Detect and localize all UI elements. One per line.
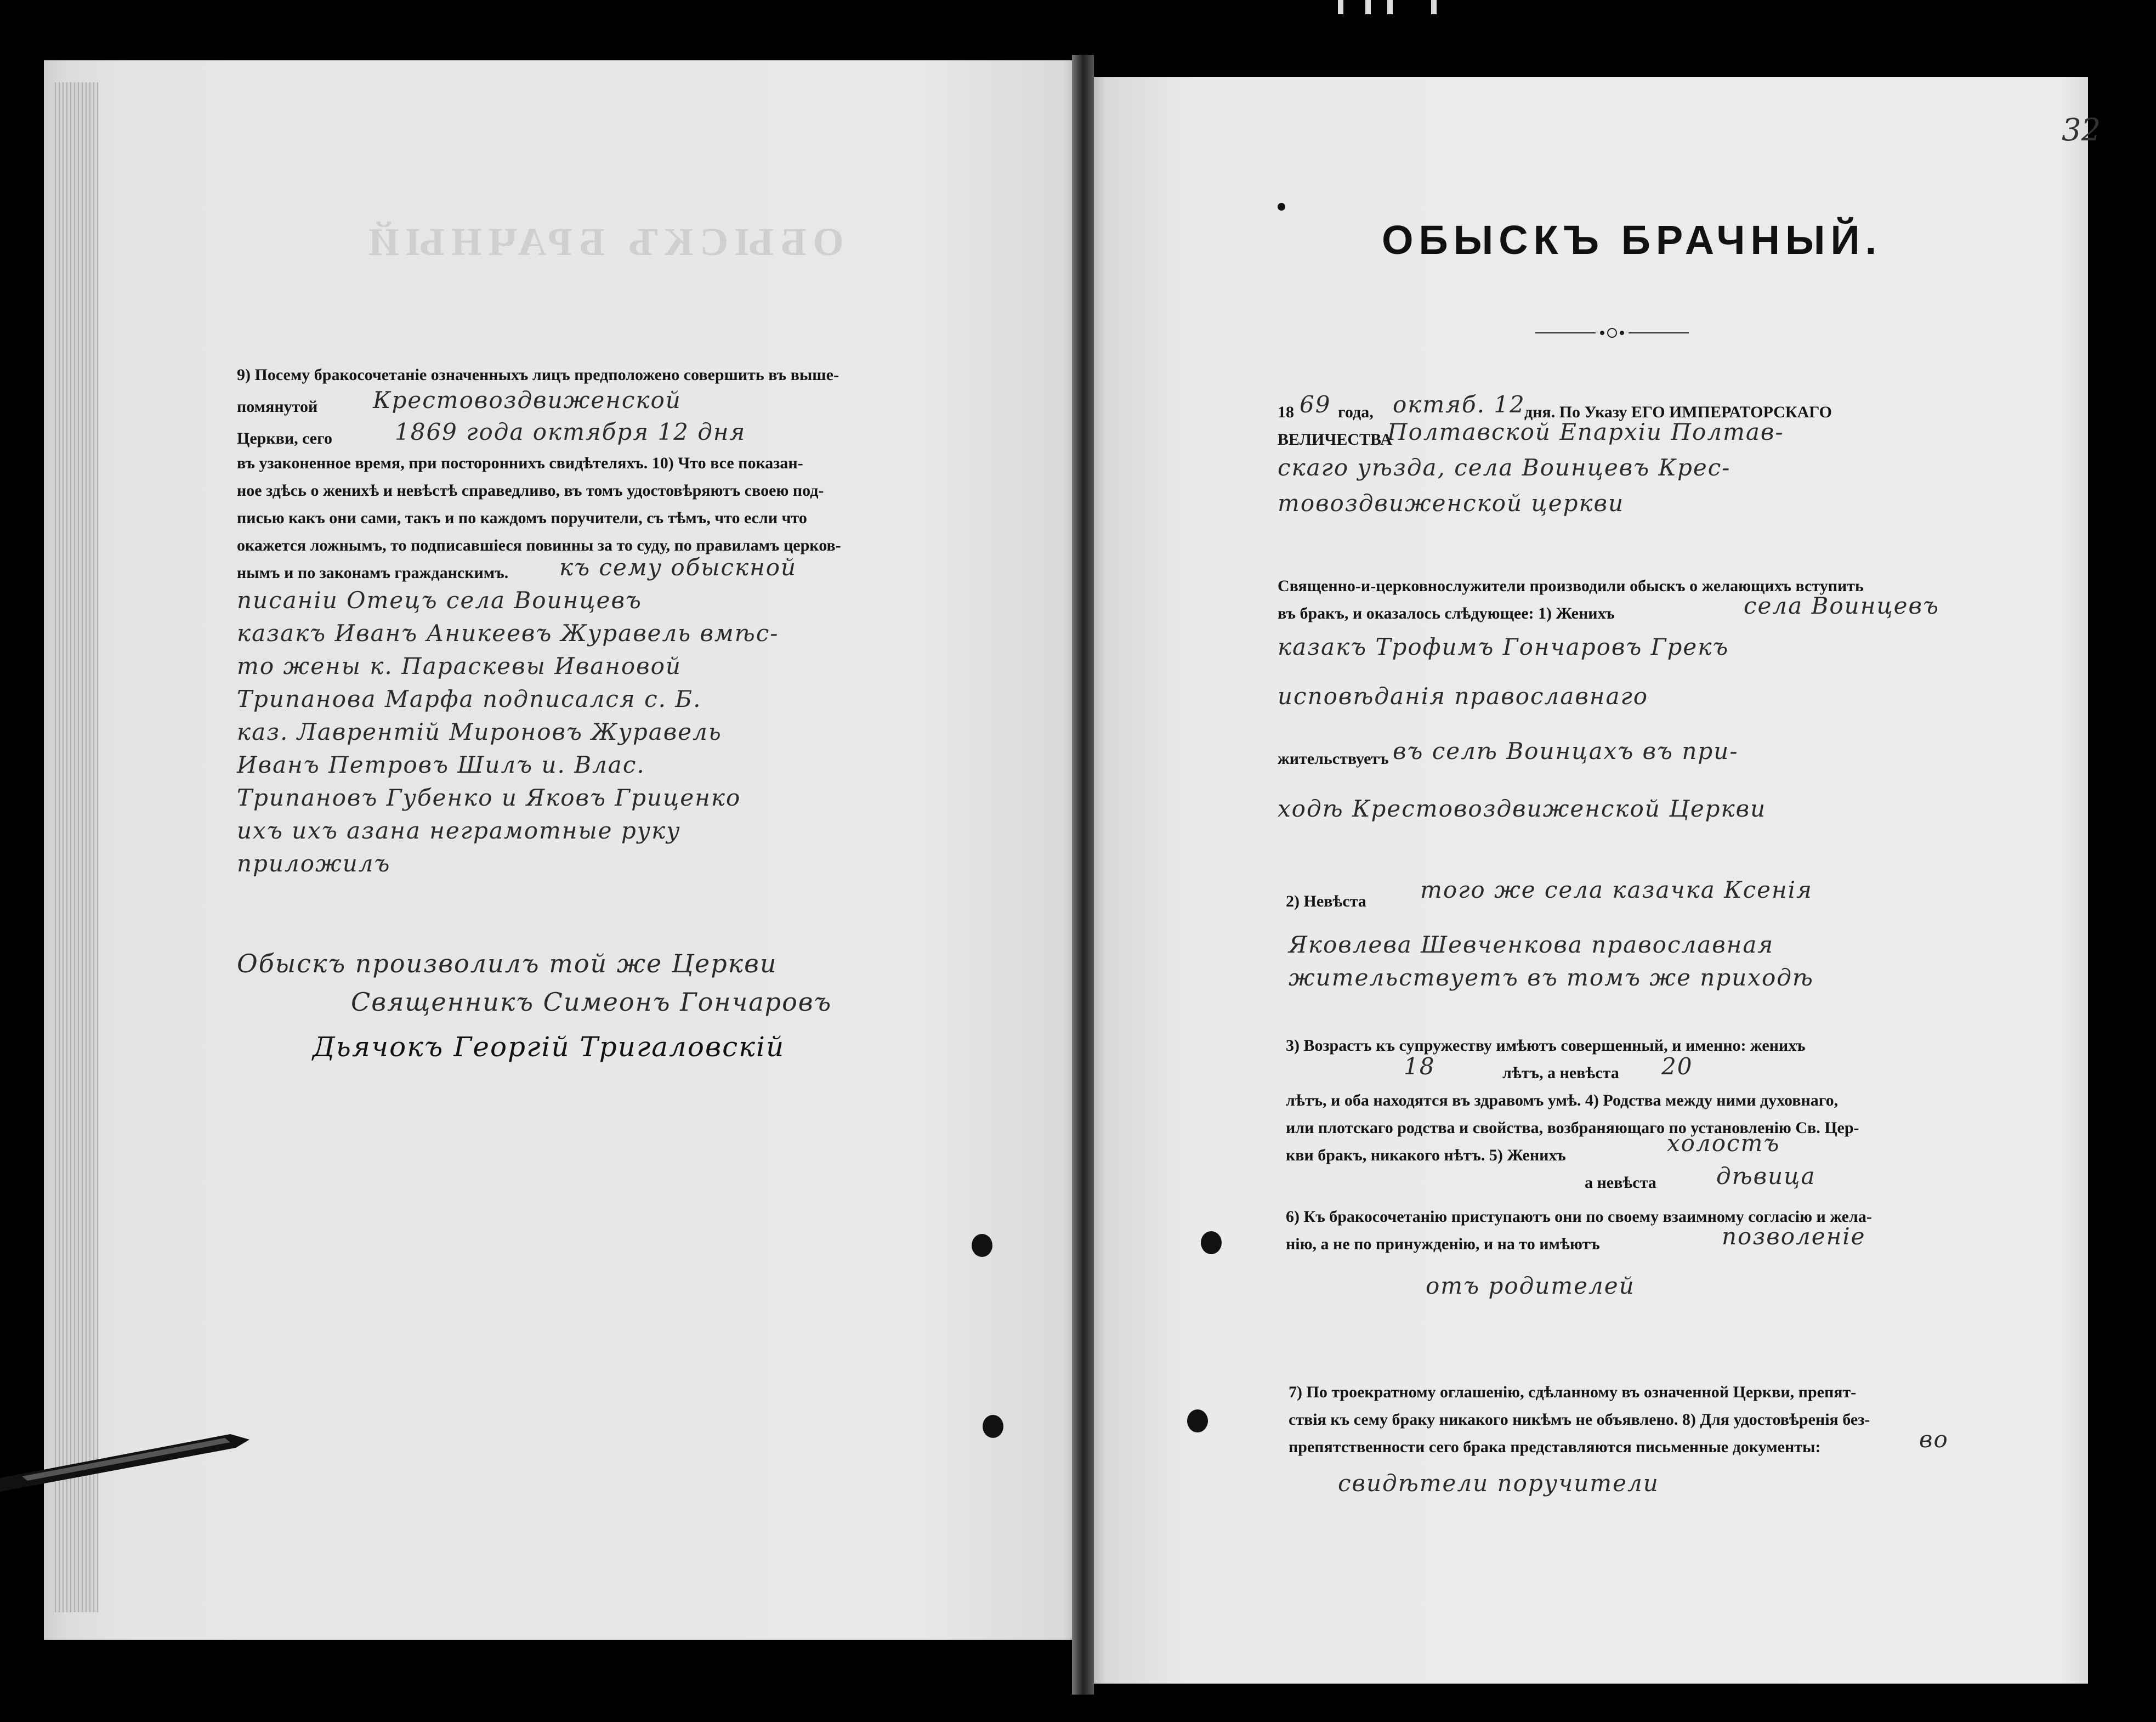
left-print-line-8: нымъ и по законамъ гражданскимъ.	[237, 564, 509, 582]
film-top-marks	[1327, 0, 1459, 14]
binding-hole	[972, 1234, 992, 1257]
documents-handwritten-2: свидѣтели поручители	[1338, 1470, 1659, 1497]
left-hand-line-10: приложилъ	[237, 850, 391, 877]
left-print-line-2: помянутой	[237, 398, 318, 416]
left-hand-line-7: Иванъ Петровъ Шилъ и. Влас.	[237, 751, 645, 778]
left-print-line-1: 9) Посему бракосочетаніе означенныхъ лицъ предположено совершить въ выше-	[237, 366, 839, 384]
age-line-2: лѣтъ, а невѣста	[1502, 1064, 1619, 1082]
groom-handwritten-5: ходѣ Крестовоздвиженской Церкви	[1278, 795, 1767, 822]
eparchy-handwritten-3: товоздвиженской церкви	[1278, 490, 1625, 517]
left-obysk-line-2: Священникъ Симеонъ Гончаровъ	[351, 987, 832, 1017]
left-obysk-line-1: Обыскъ произволилъ той же Церкви	[237, 949, 778, 978]
velichestva-text: ВЕЛИЧЕСТВА	[1278, 430, 1392, 449]
ghost-heading: ОБЫСКЪ БРАЧНЫЙ	[362, 220, 844, 264]
year-prefix: 18	[1278, 403, 1294, 421]
groom-handwritten-3: исповѣданія православнаго	[1278, 683, 1649, 710]
groom-handwritten-1: села Воинцевъ	[1744, 592, 1939, 619]
groom-handwritten-4: въ селѣ Воинцахъ въ при-	[1393, 738, 1739, 764]
clergy-line-2: въ бракъ, и оказалось слѣдующее: 1) Женихъ	[1278, 604, 1615, 622]
left-print-line-4: въ узаконенное время, при постороннихъ свидѣтеляхъ. 10) Что все показан-	[237, 454, 803, 472]
item7-line-1: 7) По троекратному оглашенію, сдѣланному въ означенной Церкви, препят-	[1289, 1383, 1857, 1401]
left-page	[44, 60, 1080, 1640]
left-hand-line-2: писанiи Отецъ села Воинцевъ	[237, 587, 642, 614]
left-print-line-6: писью какъ они сами, такъ и по каждомъ поручители, съ тѣмъ, что если что	[237, 509, 807, 527]
age-line-6: а невѣста	[1585, 1174, 1656, 1192]
book-spine	[1072, 55, 1094, 1695]
ukaz-text: дня. По Указу ЕГО ИМПЕРАТОРСКАГО	[1524, 403, 1832, 421]
ink-dot	[1278, 203, 1285, 211]
left-hand-line-6: каз. Лаврентій Мироновъ Журавель	[237, 718, 722, 745]
consent-handwritten-1: позволеніе	[1722, 1223, 1866, 1250]
page-edge-stack	[55, 82, 99, 1612]
age-line-5: кви бракъ, никакого нѣтъ. 5) Женихъ	[1286, 1146, 1566, 1164]
binding-hole	[983, 1415, 1003, 1438]
month-day-handwritten: октяб. 12	[1393, 391, 1525, 418]
age-line-1: 3) Возрастъ къ супружеству имѣютъ совершенный, и именно: женихъ	[1286, 1036, 1806, 1055]
age-line-4: или плотскаго родства и свойства, возбраняющаго по установленію Св. Цер-	[1286, 1119, 1859, 1137]
bride-handwritten-2: Яковлева Шевченкова православная	[1289, 931, 1774, 958]
consent-handwritten-2: отъ родителей	[1426, 1272, 1635, 1299]
item7-line-3: препятственности сего брака представляются письменные документы:	[1289, 1438, 1821, 1456]
bride-handwritten-1: того же села казачка Ксенія	[1420, 876, 1813, 903]
groom-handwritten-2: казакъ Трофимъ Гончаровъ Грекъ	[1278, 633, 1729, 660]
groom-status-handwritten: холостъ	[1667, 1130, 1780, 1157]
bride-label: 2) Невѣста	[1286, 892, 1366, 910]
ornament-divider-icon	[1535, 325, 1689, 341]
eparchy-handwritten-1: Полтавской Епархiи Полтав-	[1387, 418, 1784, 445]
document-title: ОБЫСКЪ БРАЧНЫЙ.	[1382, 217, 1882, 263]
left-hand-line-8: Трипановъ Губенко и Яковъ Гриценко	[237, 784, 741, 811]
left-hand-line-9: ихъ ихъ азана неграмотные руку	[237, 817, 681, 844]
documents-handwritten-1: во	[1919, 1426, 1949, 1453]
bride-handwritten-3: жительствуетъ въ томъ же приходѣ	[1289, 964, 1814, 991]
left-print-line-7: окажется ложнымъ, то подписавшіеся повинны за то суду, по правиламъ церков-	[237, 536, 841, 554]
eparchy-handwritten-2: скаго уѣзда, села Воинцевъ Крес-	[1278, 454, 1731, 481]
consent-line-1: 6) Къ бракосочетанію приступаютъ они по своему взаимному согласію и жела-	[1286, 1208, 1872, 1226]
bride-age-handwritten: 20	[1661, 1053, 1693, 1080]
item7-line-2: ствія къ сему браку никакого никѣмъ не объявлено. 8) Для удостовѣренія без-	[1289, 1411, 1870, 1429]
year-handwritten: 69	[1300, 391, 1331, 418]
left-date-handwritten: 1869 года октября 12 дня	[395, 418, 746, 445]
groom-age-handwritten: 18	[1404, 1053, 1436, 1080]
left-print-line-3: Церкви, сего	[237, 429, 332, 448]
age-line-3: лѣтъ, и оба находятся въ здравомъ умѣ. 4) Родства между ними духовнаго,	[1286, 1091, 1839, 1109]
left-hand-line-4: то жены к. Параскевы Ивановой	[237, 653, 682, 679]
binding-hole	[1201, 1231, 1222, 1254]
pencil-icon	[0, 1426, 258, 1492]
left-church-handwritten: Крестовоздвиженской	[373, 387, 682, 413]
year-goda: года,	[1338, 403, 1374, 421]
clergy-line-1: Священно-и-церковнослужители производили обыскъ о желающихъ вступить	[1278, 577, 1864, 595]
left-print-line-5: ное здѣсь о женихѣ и невѣстѣ справедливо, въ томъ удостовѣряютъ своею под-	[237, 482, 824, 500]
zhitelstvuet-label: жительствуетъ	[1278, 750, 1389, 768]
left-deacon-signature: Дьячокъ Георгій Тригаловскій	[313, 1031, 785, 1063]
binding-hole	[1187, 1409, 1208, 1432]
left-hand-line-1: къ сему обыскной	[559, 554, 797, 581]
left-hand-line-3: казакъ Иванъ Аникеевъ Журавель вмѣс-	[237, 620, 779, 647]
left-hand-line-5: Трипанова Марфа подписался с. Б.	[237, 686, 702, 712]
consent-line-2: нію, а не по принужденію, и на то имѣютъ	[1286, 1235, 1600, 1253]
page-number: 32	[2062, 112, 2101, 148]
bride-status-handwritten: дѣвица	[1716, 1163, 1816, 1189]
